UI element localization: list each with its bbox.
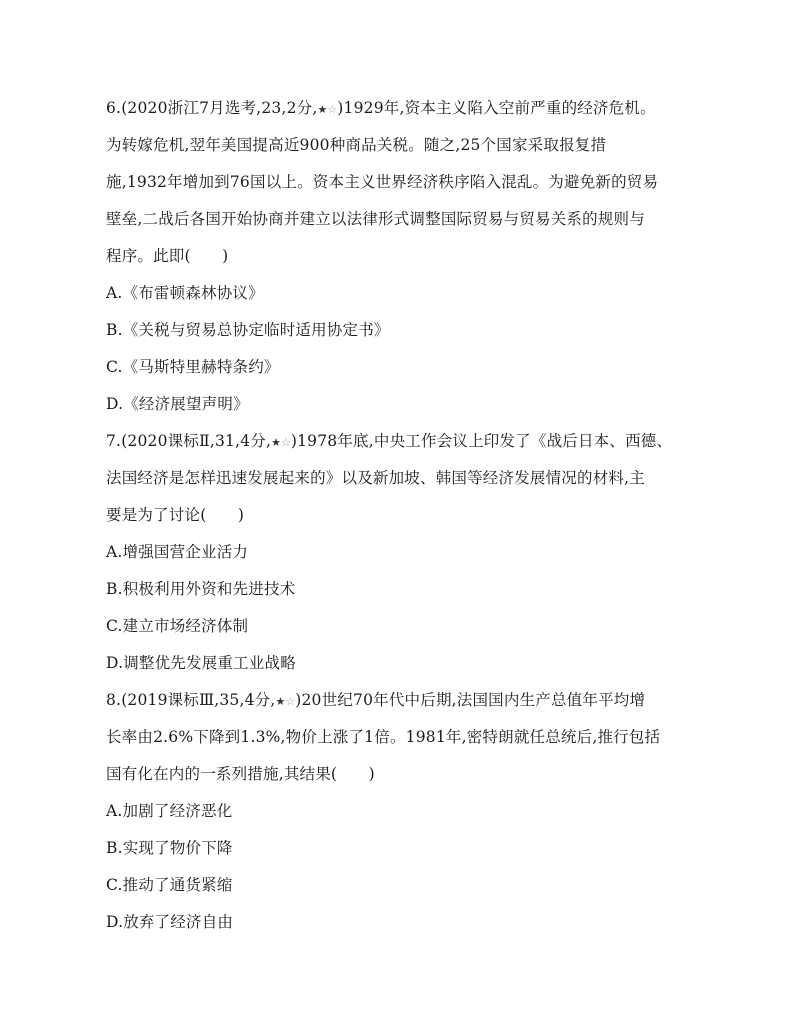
option-b[interactable]: B.实现了物价下降 [106, 839, 233, 857]
difficulty-stars-icon: ★☆ [271, 436, 291, 449]
option-c[interactable]: C.《马斯特里赫特条约》 [106, 358, 280, 376]
difficulty-stars-icon: ★☆ [317, 103, 338, 116]
option-a[interactable]: A.增强国营企业活力 [106, 543, 249, 561]
option-d[interactable]: D.调整优先发展重工业战略 [106, 654, 296, 672]
question-stem-line: 壁垒,二战后各国开始协商并建立以法律形式调整国际贸易与贸易关系的规则与 [106, 210, 645, 228]
question-stem-line: 6.(2020浙江7月选考,23,2分,★☆)1929年,资本主义陷入空前严重的经济危机。 [106, 99, 656, 117]
question-stem-line: 要是为了讨论( ) [106, 506, 245, 524]
option-a[interactable]: A.《布雷顿森林协议》 [106, 284, 264, 302]
option-b[interactable]: B.《关税与贸易总协定临时适用协定书》 [106, 321, 390, 339]
option-c[interactable]: C.建立市场经济体制 [106, 617, 249, 635]
question-8 [106, 682, 726, 941]
difficulty-stars-icon: ★☆ [275, 695, 296, 708]
question-stem-line: 法国经济是怎样迅速发展起来的》以及新加坡、韩国等经济发展情况的材料,主 [106, 469, 645, 487]
question-stem-line: 长率由2.6%下降到1.3%,物价上涨了1倍。1981年,密特朗就任总统后,推行包括 [106, 728, 661, 746]
question-6 [106, 90, 726, 423]
option-b[interactable]: B.积极利用外资和先进技术 [106, 580, 296, 598]
question-stem-line: 为转嫁危机,翌年美国提高近900种商品关税。随之,25个国家采取报复措 [106, 136, 607, 154]
question-stem-line: 8.(2019课标Ⅲ,35,4分,★☆)20世纪70年代中后期,法国国内生产总值年平均增 [106, 691, 646, 709]
question-stem-line: 程序。此即( ) [106, 247, 229, 265]
option-c[interactable]: C.推动了通货紧缩 [106, 876, 233, 894]
question-sheet [106, 90, 726, 941]
question-stem-line: 国有化在内的一系列措施,其结果( ) [106, 765, 375, 783]
question-stem-line: 施,1932年增加到76国以上。资本主义世界经济秩序陷入混乱。为避免新的贸易 [106, 173, 659, 191]
option-d[interactable]: D.放弃了经济自由 [106, 913, 234, 931]
option-a[interactable]: A.加剧了经济恶化 [106, 802, 233, 820]
question-stem-line: 7.(2020课标Ⅱ,31,4分,★☆)1978年底,中央工作会议上印发了《战后日本、西德、 [106, 432, 673, 450]
question-7 [106, 423, 726, 682]
option-d[interactable]: D.《经济展望声明》 [106, 395, 249, 413]
